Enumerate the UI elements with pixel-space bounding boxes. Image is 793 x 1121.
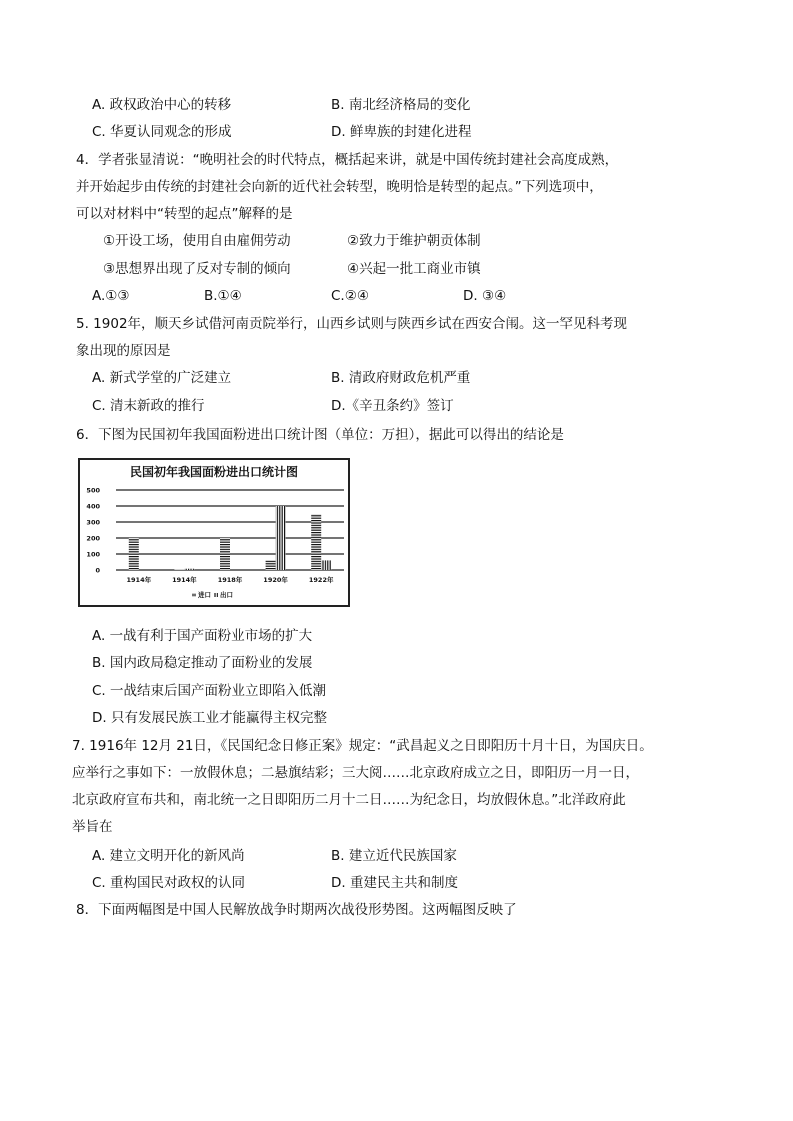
y-tick-label: 0 [95, 566, 100, 575]
q5-option-b: B. 清政府财政危机严重 [331, 370, 471, 386]
q5-stem-line-1: 5. 1902年，顺天乡试借河南贡院举行，山西乡试则与陕西乡试在西安合闱。这一罕见科考现 [76, 316, 628, 332]
y-tick-label: 300 [86, 518, 100, 527]
q4-option-b: B.①④ [204, 288, 242, 304]
x-tick-label: 1922年 [308, 576, 334, 584]
bar-export [276, 506, 286, 570]
q7-stem-line-3: 北京政府宣布共和，南北统一之日即阳历二月十二日……为纪念日，均放假休息。”北洋政府此 [72, 792, 626, 808]
q7-stem-line-4: 举旨在 [72, 819, 113, 835]
bar-import [311, 514, 321, 570]
q4-option-a: A.①③ [92, 288, 130, 304]
q6-option-b: B. 国内政局稳定推动了面粉业的发展 [92, 655, 313, 671]
chart-title: 民国初年我国面粉进出口统计图 [129, 465, 299, 479]
y-tick-label: 400 [86, 502, 100, 511]
q6-option-c: C. 一战结束后国产面粉业立即陷入低潮 [92, 683, 327, 699]
q4-stem-line-3: 可以对材料中“转型的起点”解释的是 [76, 206, 293, 222]
q3-option-a: A. 政权政治中心的转移 [92, 97, 232, 113]
q5-option-d: D.《辛丑条约》签订 [331, 398, 454, 414]
legend-label: 出口 [220, 591, 233, 599]
q7-stem-line-1: 7. 1916年 12月 21日，《民国纪念日修正案》规定：“武昌起义之日即阳历十月十日，为国庆日。 [72, 738, 653, 754]
q4-item-1: ①开设工场，使用自由雇佣劳动 [103, 233, 291, 249]
chart-canvas [80, 460, 348, 605]
q5-stem-line-2: 象出现的原因是 [76, 343, 171, 359]
q7-option-c: C. 重构国民对政权的认同 [92, 875, 246, 891]
q4-item-2: ②致力于维护朝贡体制 [347, 233, 481, 249]
legend-label: 进口 [198, 591, 211, 599]
y-tick-label: 500 [86, 486, 100, 495]
x-tick-label: 1914年 [126, 576, 152, 584]
q4-item-4: ④兴起一批工商业市镇 [347, 261, 481, 277]
y-tick-label: 100 [86, 550, 100, 559]
q3-option-c: C. 华夏认同观念的形成 [92, 124, 232, 140]
y-tick-label: 200 [86, 534, 100, 543]
q3-option-b: B. 南北经济格局的变化 [331, 97, 471, 113]
q5-option-a: A. 新式学堂的广泛建立 [92, 370, 232, 386]
q6-option-d: D. 只有发展民族工业才能赢得主权完整 [92, 710, 327, 726]
q4-stem-line-1: 4．学者张显清说：“晚明社会的时代特点，概括起来讲，就是中国传统封建社会高度成熟， [76, 152, 619, 168]
q3-option-d: D. 鲜卑族的封建化进程 [331, 124, 472, 140]
bar-import [129, 538, 139, 570]
bar-export [184, 569, 194, 570]
q6-stem: 6．下图为民国初年我国面粉进出口统计图（单位：万担），据此可以得出的结论是 [76, 427, 564, 443]
q5-option-c: C. 清末新政的推行 [92, 398, 205, 414]
q7-option-d: D. 重建民主共和制度 [331, 875, 458, 891]
q8-stem: 8．下面两幅图是中国人民解放战争时期两次战役形势图。这两幅图反映了 [76, 902, 517, 918]
x-tick-label: 1914年 [172, 576, 197, 584]
x-tick-label: 1920年 [263, 576, 288, 584]
q7-option-b: B. 建立近代民族国家 [331, 848, 457, 864]
q7-stem-line-2: 应举行之事如下：一放假休息；二悬旗结彩；三大阅……北京政府成立之日，即阳历一月一日， [72, 765, 639, 781]
q4-item-3: ③思想界出现了反对专制的倾向 [103, 261, 291, 277]
q4-option-d: D. ③④ [463, 288, 507, 304]
q7-option-a: A. 建立文明开化的新风尚 [92, 848, 245, 864]
q4-option-c: C.②④ [331, 288, 369, 304]
q4-stem-line-2: 并开始起步由传统的封建社会向新的近代社会转型，晚明恰是转型的起点。”下列选项中， [76, 179, 603, 195]
bar-export [321, 560, 331, 570]
x-tick-label: 1918年 [217, 576, 243, 584]
q6-option-a: A. 一战有利于国产面粉业市场的扩大 [92, 628, 313, 644]
legend-swatch [192, 593, 196, 597]
bar-import [266, 560, 276, 570]
legend-swatch [214, 593, 218, 597]
flour-trade-chart [78, 458, 350, 607]
bar-import [174, 569, 184, 570]
bar-import [220, 538, 230, 570]
